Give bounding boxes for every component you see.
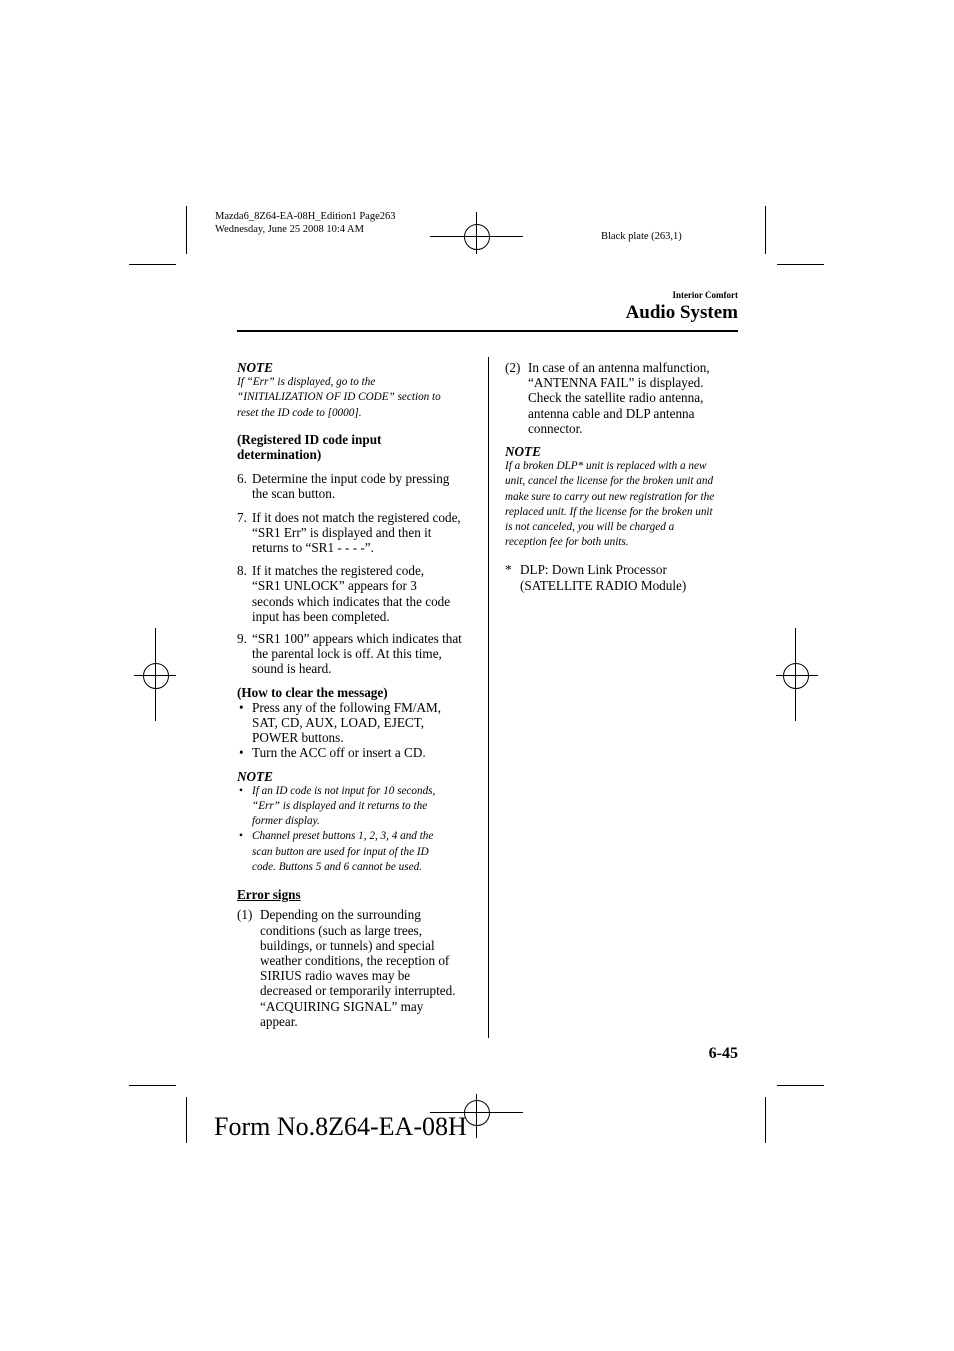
error-line: antenna cable and DLP antenna [528,405,695,421]
note-line: If a broken DLP* unit is replaced with a new [505,460,707,473]
note-line: make sure to carry out new registration for the [505,490,715,503]
error-line: buildings, or tunnels) and special [260,937,435,953]
heading-line: determination) [237,447,322,463]
form-number: Form No.8Z64-EA-08H [214,1112,467,1141]
clear-bullet [237,700,477,746]
bullet-dot: • [239,745,244,761]
date-line: Wednesday, June 25 2008 10:4 AM [215,223,364,235]
error-line: Depending on the surrounding [260,907,421,923]
note-line: reception fee for both units. [505,536,629,549]
step-line: the parental lock is off. At this time, [252,646,442,662]
left-column [237,360,477,1029]
error-line: In case of an antenna malfunction, [528,360,710,375]
step-number: 7. [237,509,247,525]
note-line: reset the ID code to [0000]. [237,406,362,419]
error-line: Check the satellite radio antenna, [528,390,704,406]
header-rule [237,330,738,332]
clear-heading: (How to clear the message) [237,684,388,700]
note-line: former display. [252,815,320,828]
step-9 [237,631,477,677]
step-line: Determine the input code by pressing [252,471,450,487]
step-line: “SR1 Err” is displayed and then it [252,524,432,540]
clear-bullet [237,745,477,760]
step-line: the scan button. [252,486,336,502]
error-signs-heading: Error signs [237,887,301,903]
note-line: “INITIALIZATION OF ID CODE” section to [237,391,441,404]
bullet-line: POWER buttons. [252,730,344,746]
section-title: Audio System [625,302,738,323]
bullet-dot: • [239,784,243,797]
footnote [505,562,745,592]
step-6 [237,471,477,501]
step-line: If it matches the registered code, [252,563,425,579]
error-number: (2) [505,360,521,375]
section-label: Interior Comfort [672,290,738,300]
error-item-2 [505,360,745,436]
right-column [505,360,745,593]
bullet-dot: • [239,699,244,715]
note-line: Channel preset buttons 1, 2, 3, 4 and the [252,830,434,843]
note-line: code. Buttons 5 and 6 cannot be used. [252,860,422,873]
step-line: sound is heard. [252,661,332,677]
note-line: unit, cancel the license for the broken unit and [505,475,714,488]
step-number: 9. [237,631,247,647]
step-line: returns to “SR1 - - - -”. [252,540,374,556]
error-line: connector. [528,420,583,436]
note-line: replaced unit. If the license for the broken unit [505,505,713,518]
note-line: is not canceled, you will be charged a [505,521,675,534]
step-line: “SR1 UNLOCK” appears for 3 [252,578,417,594]
note-heading: NOTE [505,444,541,460]
step-number: 8. [237,563,247,579]
error-line: “ANTENNA FAIL” is displayed. [528,375,704,391]
bullet-dot: • [239,830,243,843]
file-line: Mazda6_8Z64-EA-08H_Edition1 Page263 [215,211,396,222]
step-8 [237,563,477,624]
footnote-line: (SATELLITE RADIO Module) [520,577,687,593]
note-bullet [237,784,477,830]
heading-line: (Registered ID code input [237,431,382,447]
registered-heading [237,432,477,462]
error-number: (1) [237,907,253,923]
step-line: “SR1 100” appears which indicates that [252,631,462,647]
note-body [237,375,477,421]
error-line: “ACQUIRING SIGNAL” may [260,998,424,1014]
page-number: 6-45 [708,1045,738,1062]
bullet-line: SAT, CD, AUX, LOAD, EJECT, [252,715,425,731]
note-line: “Err” is displayed and it returns to the [252,800,428,813]
footnote-line: DLP: Down Link Processor [520,562,667,578]
error-item-1 [237,907,477,1029]
bullet-line: Turn the ACC off or insert a CD. [252,745,426,761]
footnote-mark: * [505,562,512,578]
step-line: If it does not match the registered code, [252,509,461,525]
error-line: conditions (such as large trees, [260,922,422,938]
error-line: decreased or temporarily interrupted. [260,983,456,999]
error-line: appear. [260,1013,298,1029]
note-heading: NOTE [237,768,273,784]
note-line: If “Err” is displayed, go to the [237,376,376,389]
note-line: If an ID code is not input for 10 seconds, [252,784,436,797]
note-line: scan button are used for input of the ID [252,845,429,858]
error-line: SIRIUS radio waves may be [260,968,411,984]
bullet-line: Press any of the following FM/AM, [252,699,442,715]
column-divider [488,357,489,1038]
step-number: 6. [237,471,247,487]
note-body [505,459,745,550]
step-line: input has been completed. [252,608,390,624]
note-bullet [237,829,477,875]
step-line: seconds which indicates that the code [252,593,451,609]
error-line: weather conditions, the reception of [260,952,450,968]
plate-label: Black plate (263,1) [601,231,682,242]
note-heading: NOTE [237,360,273,375]
print-header [215,211,396,236]
step-7 [237,510,477,556]
